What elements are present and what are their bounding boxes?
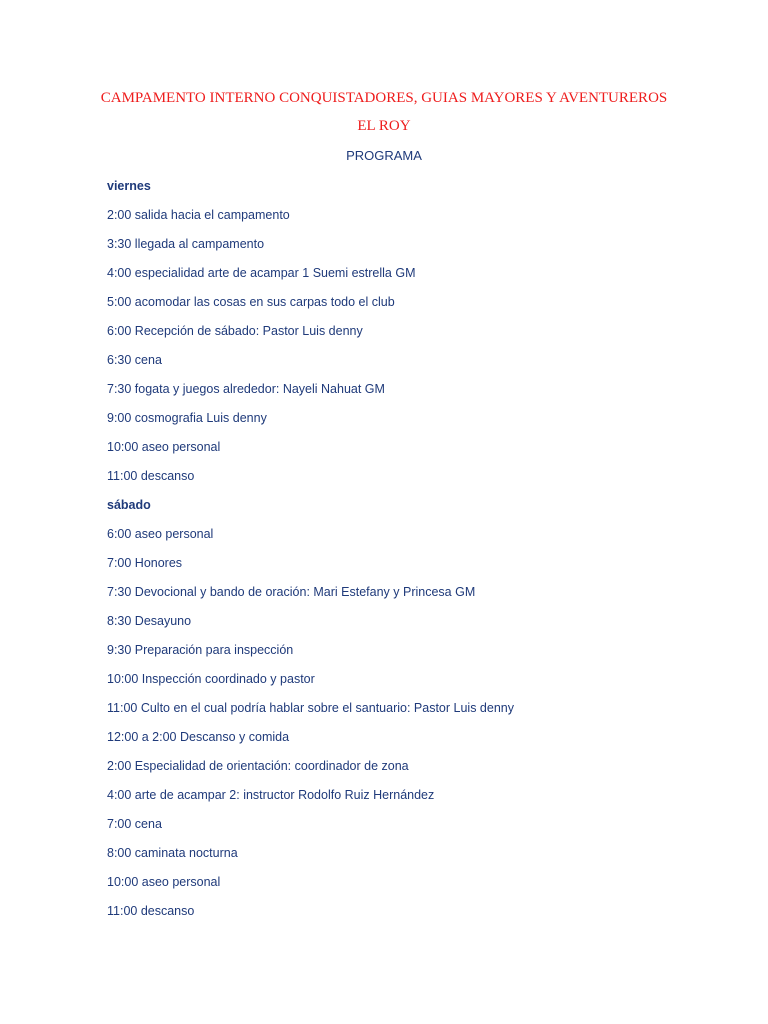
schedule-item: 3:30 llegada al campamento xyxy=(107,237,265,251)
document-title: CAMPAMENTO INTERNO CONQUISTADORES, GUIAS MAYORES Y AVENTUREROS xyxy=(100,90,668,106)
schedule-item: 6:00 Recepción de sábado: Pastor Luis denny xyxy=(107,324,363,338)
schedule-item: 8:00 caminata nocturna xyxy=(107,846,238,860)
document-title-location: EL ROY xyxy=(357,118,411,134)
schedule-item: 11:00 descanso xyxy=(107,904,195,918)
schedule-item: 4:00 especialidad arte de acampar 1 Suemi estrella GM xyxy=(107,266,416,280)
schedule-item: 10:00 aseo personal xyxy=(107,440,221,454)
schedule-item: 8:30 Desayuno xyxy=(107,614,192,628)
schedule-item: 12:00 a 2:00 Descanso y comida xyxy=(107,730,290,744)
schedule-item: 7:30 Devocional y bando de oración: Mari Estefany y Princesa GM xyxy=(107,585,476,599)
schedule-item: 9:30 Preparación para inspección xyxy=(107,643,294,657)
schedule-item: 7:30 fogata y juegos alrededor: Nayeli Nahuat GM xyxy=(107,382,385,396)
document-subtitle: PROGRAMA xyxy=(346,148,422,163)
schedule-list xyxy=(107,176,514,930)
day-heading: sábado xyxy=(107,498,151,512)
schedule-item: 2:00 salida hacia el campamento xyxy=(107,208,290,222)
schedule-item: 6:30 cena xyxy=(107,353,162,367)
schedule-item: 7:00 cena xyxy=(107,817,162,831)
schedule-item: 10:00 aseo personal xyxy=(107,875,221,889)
schedule-item: 11:00 descanso xyxy=(107,469,195,483)
schedule-item: 5:00 acomodar las cosas en sus carpas todo el club xyxy=(107,295,395,309)
schedule-item: 6:00 aseo personal xyxy=(107,527,214,541)
schedule-item: 2:00 Especialidad de orientación: coordinador de zona xyxy=(107,759,409,773)
schedule-item: 7:00 Honores xyxy=(107,556,183,570)
day-heading: viernes xyxy=(107,179,151,193)
schedule-item: 4:00 arte de acampar 2: instructor Rodolfo Ruiz Hernández xyxy=(107,788,435,802)
schedule-item: 11:00 Culto en el cual podría hablar sobre el santuario: Pastor Luis denny xyxy=(107,701,514,715)
schedule-item: 10:00 Inspección coordinado y pastor xyxy=(107,672,315,686)
schedule-item: 9:00 cosmografia Luis denny xyxy=(107,411,267,425)
